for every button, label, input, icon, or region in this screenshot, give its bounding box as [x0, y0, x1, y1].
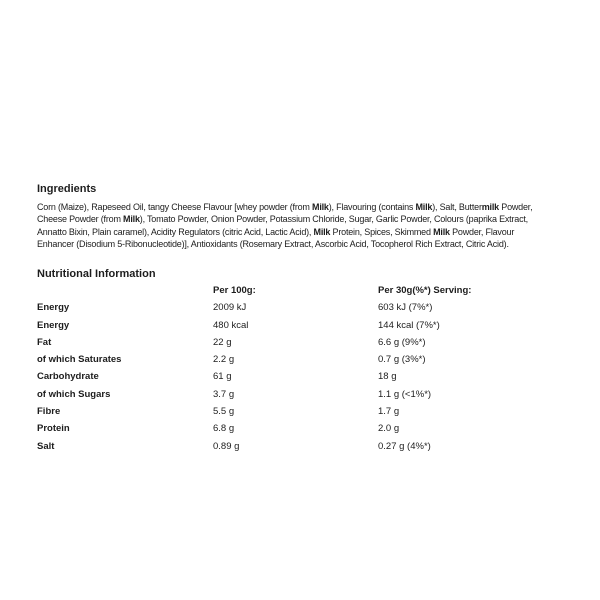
nutrition-row-label: of which Saturates — [37, 354, 122, 366]
nutrition-row-label: Energy — [37, 319, 70, 331]
nutrition-value-serving: 144 kcal (7%*) — [378, 319, 440, 331]
ingredient-text-run: Corn (Maize), Rapeseed Oil, tangy Cheese Flavour [whey powder (from — [37, 202, 313, 212]
nutrition-section — [37, 268, 541, 458]
nutrition-row-label: Energy — [37, 302, 70, 314]
allergen-bold-text: Milk — [312, 202, 329, 212]
nutrition-value-per100: 61 g — [213, 371, 232, 383]
ingredient-text-run: Powder, Flavour Enhancer (Disodium 5-Ribonucleotide)], Antioxidants (Rosemary Extract, Ascorbic Acid, Tocopherol Rich Extract, Citric Acid). — [37, 226, 515, 249]
nutrition-value-per100: 5.5 g — [213, 406, 235, 418]
nutrition-row-label: Carbohydrate — [37, 371, 99, 383]
nutrition-value-serving: 18 g — [378, 371, 397, 383]
allergen-bold-text: Milk — [415, 202, 433, 212]
nutrition-value-per100: 2.2 g — [213, 354, 235, 366]
nutrition-row-label: Salt — [37, 440, 55, 452]
nutrition-row-label: Protein — [37, 423, 70, 435]
product-info-page — [37, 183, 541, 458]
nutrition-value-serving: 6.6 g (9%*) — [378, 336, 426, 348]
nutrition-col-per100-header: Per 100g: — [213, 285, 256, 296]
ingredient-text-run: ), Salt, Butter — [432, 202, 482, 212]
ingredients-text — [37, 201, 541, 251]
nutrition-row-label: Fat — [37, 336, 52, 348]
allergen-bold-text: Milk — [313, 226, 331, 237]
ingredient-text-run: ), Tomato Powder, Onion Powder, Potassium Chloride, Sugar, Garlic Powder, Colours (paprika Extract, Annatto Bixin, Plain caramel), Acidity Regulators (citric Acid, Lactic Acid), — [37, 214, 528, 237]
nutrition-value-serving: 0.27 g (4%*) — [378, 440, 431, 452]
nutrition-value-per100: 3.7 g — [213, 388, 235, 400]
ingredients-heading: Ingredients — [37, 183, 97, 195]
nutrition-value-per100: 0.89 g — [213, 440, 240, 452]
ingredient-text-run: Protein, Spices, Skimmed — [330, 226, 434, 237]
ingredient-text-run: Powder, Cheese Powder (from — [37, 202, 533, 225]
nutrition-table — [37, 285, 541, 458]
nutrition-value-per100: 6.8 g — [213, 423, 235, 435]
nutrition-row-label: of which Sugars — [37, 388, 111, 400]
nutrition-row-label: Fibre — [37, 406, 61, 418]
allergen-bold-text: Milk — [123, 214, 140, 225]
nutrition-value-per100: 480 kcal — [213, 319, 249, 331]
nutrition-value-serving: 0.7 g (3%*) — [378, 354, 426, 366]
nutrition-value-per100: 22 g — [213, 336, 232, 348]
allergen-bold-text: milk — [481, 202, 499, 212]
nutrition-col-serving-header: Per 30g(%*) Serving: — [378, 285, 472, 296]
allergen-bold-text: Milk — [433, 226, 450, 237]
nutrition-value-serving: 603 kJ (7%*) — [378, 302, 433, 314]
nutrition-value-serving: 2.0 g — [378, 423, 400, 435]
ingredient-text-run: ), Flavouring (contains — [328, 202, 416, 212]
nutrition-value-per100: 2009 kJ — [213, 302, 247, 314]
nutrition-heading: Nutritional Information — [37, 268, 156, 280]
nutrition-value-serving: 1.7 g — [378, 406, 400, 418]
nutrition-value-serving: 1.1 g (<1%*) — [378, 388, 432, 400]
ingredients-section — [37, 183, 541, 251]
